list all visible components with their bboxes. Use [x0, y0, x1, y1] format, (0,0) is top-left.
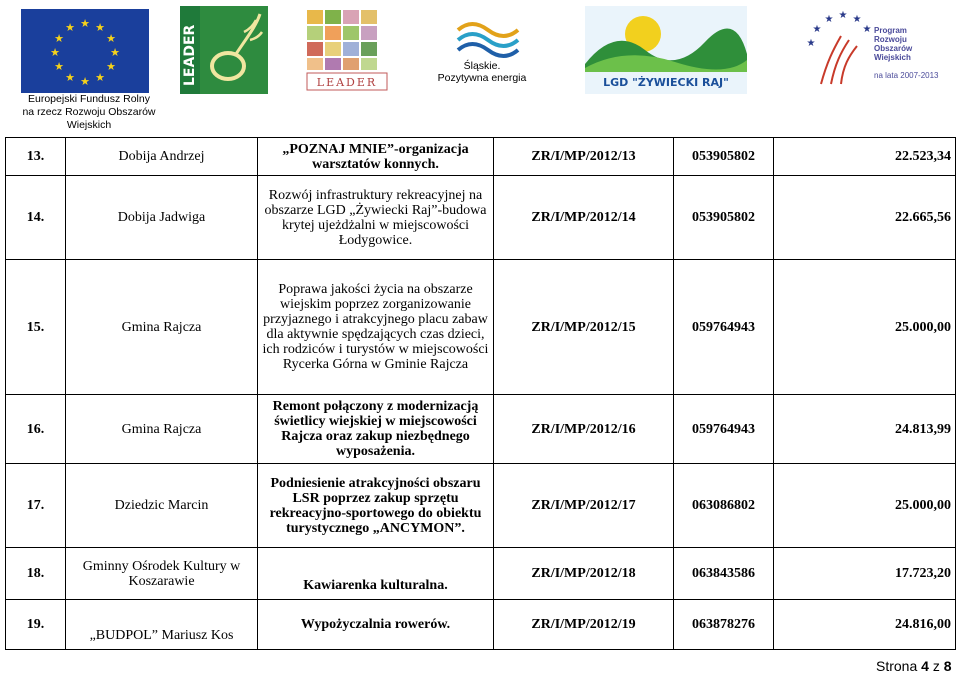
prow-caption: Program Rozwoju Obszarów Wiejskich [874, 26, 913, 62]
slaskie-caption: Śląskie. Pozytywna energia [437, 60, 527, 84]
svg-text:★: ★ [824, 14, 834, 25]
project-title: „POZNAJ MNIE”-organizacja warsztatów konnych. [258, 138, 494, 176]
svg-text:★: ★ [50, 46, 60, 59]
leader-bar-text: LEADER [316, 76, 378, 89]
prow-years: na lata 2007-2013 [874, 71, 939, 80]
project-title: Poprawa jakości życia na obszarze wiejskim poprzez zorganizowanie przyjaznego i atrakcyjnego placu zabaw dla aktywnie spędzających czas dzieci, ich rodziców i turystów w miejscowości Rycerka Górna w Gminie Rajcza [258, 260, 494, 395]
leader-vertical-text: LEADER [182, 24, 198, 86]
table-row [6, 176, 956, 260]
grant-amount: 17.723,20 [774, 548, 956, 600]
application-code: ZR/I/MP/2012/18 [494, 548, 674, 600]
svg-text:★: ★ [106, 32, 116, 45]
applicant-name: Dobija Jadwiga [66, 176, 258, 260]
identification-number: 063086802 [674, 464, 774, 548]
row-number: 19. [6, 600, 66, 650]
project-title: Podniesienie atrakcyjności obszaru LSR poprzez zakup sprzętu rekreacyjno-sportowego do obiektu turystycznego „ANCYMON”. [258, 464, 494, 548]
grant-amount: 22.665,56 [774, 176, 956, 260]
svg-text:★: ★ [95, 71, 105, 84]
svg-text:★: ★ [65, 21, 75, 34]
svg-text:★: ★ [54, 60, 64, 73]
applicant-name: Dziedzic Marcin [66, 464, 258, 548]
grant-amount: 24.816,00 [774, 600, 956, 650]
application-code: ZR/I/MP/2012/13 [494, 138, 674, 176]
svg-text:★: ★ [110, 46, 120, 59]
grant-amount: 24.813,99 [774, 395, 956, 464]
applicant-name: „BUDPOL” Mariusz Kos [66, 600, 258, 650]
applicant-name: Dobija Andrzej [66, 138, 258, 176]
application-code: ZR/I/MP/2012/14 [494, 176, 674, 260]
row-number: 13. [6, 138, 66, 176]
application-code: ZR/I/MP/2012/16 [494, 395, 674, 464]
svg-text:★: ★ [106, 60, 116, 73]
project-title: Remont połączony z modernizacją świetlicy wiejskiej w miejscowości Rajcza oraz zakup niezbędnego wyposażenia. [258, 395, 494, 464]
grant-table [5, 137, 956, 650]
footer-total: 8 [943, 658, 952, 674]
project-title: Kawiarenka kulturalna. [258, 548, 494, 600]
table-row [6, 395, 956, 464]
eu-flag-icon [21, 9, 149, 93]
table-row [6, 464, 956, 548]
row-number: 16. [6, 395, 66, 464]
table-row [6, 138, 956, 176]
identification-number: 053905802 [674, 176, 774, 260]
leader-mosaic-logo-icon [303, 6, 391, 94]
application-code: ZR/I/MP/2012/17 [494, 464, 674, 548]
table-row [6, 260, 956, 395]
svg-text:★: ★ [862, 24, 872, 35]
svg-text:★: ★ [852, 14, 862, 25]
grant-amount: 25.000,00 [774, 260, 956, 395]
svg-text:★: ★ [95, 21, 105, 34]
applicant-name: Gmina Rajcza [66, 395, 258, 464]
svg-text:★: ★ [812, 24, 822, 35]
application-code: ZR/I/MP/2012/15 [494, 260, 674, 395]
svg-text:★: ★ [80, 17, 90, 30]
identification-number: 053905802 [674, 138, 774, 176]
svg-text:★: ★ [65, 71, 75, 84]
project-title: Rozwój infrastruktury rekreacyjnej na obszarze LGD „Żywiecki Raj”-budowa krytej ujeżdżalni w miejscowości Łodygowice. [258, 176, 494, 260]
row-number: 14. [6, 176, 66, 260]
svg-text:★: ★ [54, 32, 64, 45]
svg-text:★: ★ [838, 10, 848, 21]
identification-number: 063878276 [674, 600, 774, 650]
row-number: 18. [6, 548, 66, 600]
table-row [6, 600, 956, 650]
identification-number: 059764943 [674, 395, 774, 464]
page-footer [876, 658, 952, 674]
footer-prefix: Strona [876, 658, 918, 674]
project-title: Wypożyczalnia rowerów. [258, 600, 494, 650]
grant-amount: 22.523,34 [774, 138, 956, 176]
identification-number: 063843586 [674, 548, 774, 600]
leader-logo-icon [180, 6, 268, 94]
footer-page: 4 [921, 658, 929, 674]
applicant-name: Gminny Ośrodek Kultury w Koszarawie [66, 548, 258, 600]
row-number: 15. [6, 260, 66, 395]
eu-caption: Europejski Fundusz Rolny na rzecz Rozwoju Obszarów Wiejskich [22, 93, 156, 131]
logo-header [0, 0, 960, 130]
lgd-name-text: LGD "ŻYWIECKI RAJ" [603, 76, 729, 89]
row-number: 17. [6, 464, 66, 548]
svg-text:★: ★ [80, 75, 90, 88]
footer-sep: z [932, 658, 940, 674]
identification-number: 059764943 [674, 260, 774, 395]
grant-amount: 25.000,00 [774, 464, 956, 548]
application-code: ZR/I/MP/2012/19 [494, 600, 674, 650]
lgd-zywiecki-raj-logo-icon [585, 6, 747, 94]
table-row [6, 548, 956, 600]
svg-text:★: ★ [806, 38, 816, 49]
applicant-name: Gmina Rajcza [66, 260, 258, 395]
